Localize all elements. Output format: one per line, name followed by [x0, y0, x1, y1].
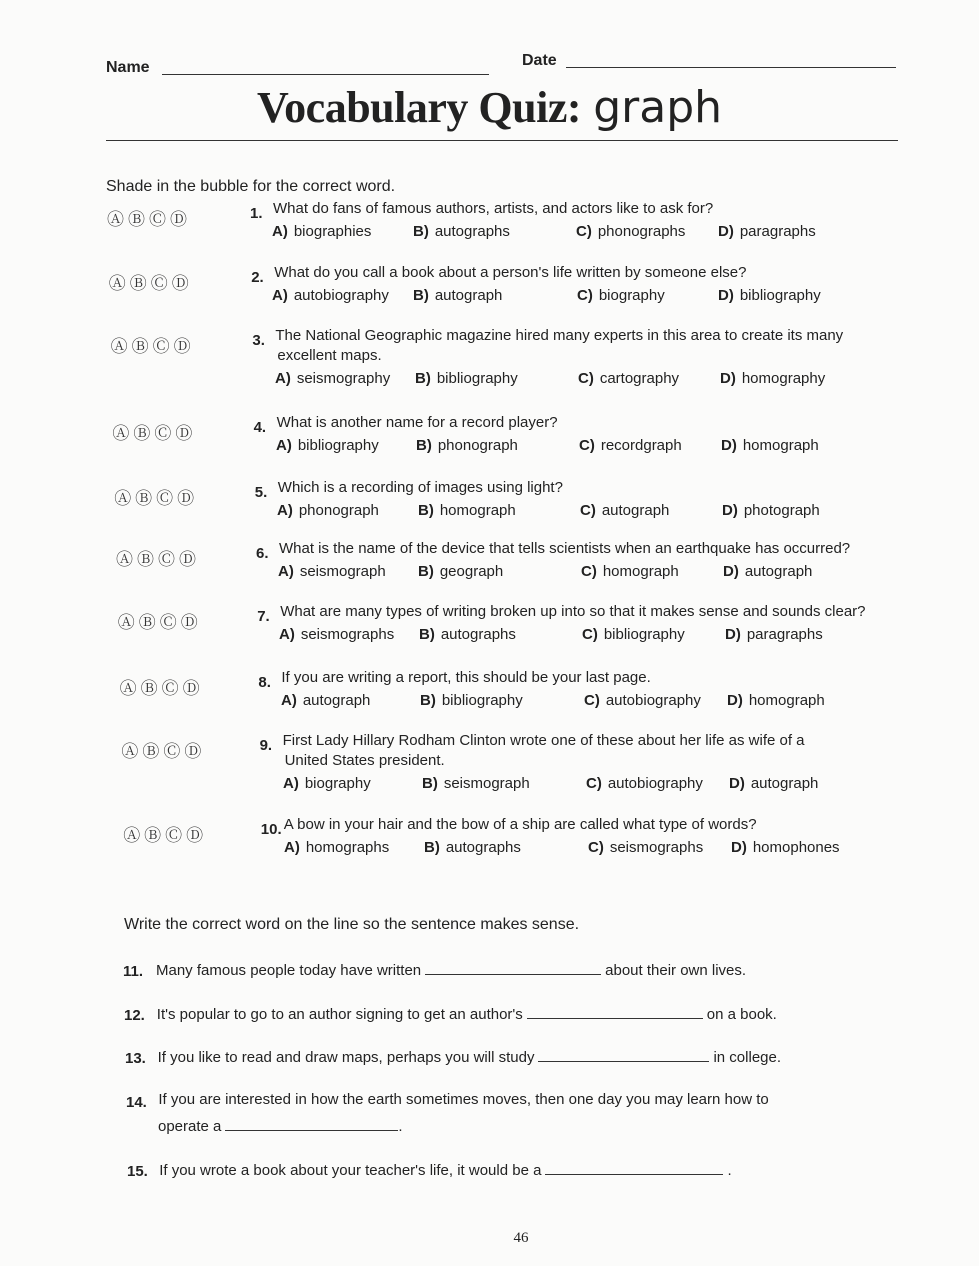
answer-option	[420, 692, 523, 709]
question-text: What are many types of writing broken up into so that it makes sense and sounds clear?	[280, 603, 866, 620]
option-letter: B)	[424, 839, 440, 856]
answer-option	[578, 370, 679, 387]
option-letter: B)	[415, 370, 431, 387]
fill-sentence	[158, 1091, 768, 1108]
option-text: autobiography	[293, 287, 389, 304]
fill-number: 13.	[125, 1050, 146, 1067]
option-text: seismograph	[443, 775, 530, 792]
option-text: phonograph	[298, 502, 379, 519]
option-text: paragraphs	[746, 626, 823, 643]
option-text: photograph	[743, 502, 820, 519]
option-text: autograph	[302, 692, 371, 709]
option-letter: C)	[579, 437, 595, 454]
mc-instructions: Shade in the bubble for the correct word.	[106, 178, 396, 195]
option-letter: A)	[279, 626, 295, 643]
answer-option	[424, 839, 521, 856]
answer-option	[278, 563, 386, 580]
option-text: cartography	[599, 370, 680, 387]
answer-option	[422, 775, 530, 792]
sentence-start: If you wrote a book about your teacher's life, it would be a	[159, 1162, 542, 1179]
option-letter: C)	[576, 223, 592, 240]
option-text: autographs	[445, 839, 521, 856]
answer-option	[718, 223, 816, 240]
answer-option	[418, 563, 503, 580]
fill-number: 14.	[126, 1094, 147, 1111]
answer-option	[272, 223, 371, 240]
fill-sentence	[157, 1004, 777, 1023]
sentence-end: .	[727, 1162, 732, 1179]
answer-bubbles[interactable]: ⒶⒷⒸⒹ	[123, 826, 208, 845]
fill-number: 12.	[124, 1007, 145, 1024]
answer-option	[419, 626, 516, 643]
answer-option	[727, 692, 825, 709]
option-letter: B)	[418, 563, 434, 580]
option-letter: C)	[586, 775, 602, 792]
fill-sentence	[156, 960, 746, 979]
option-letter: B)	[422, 775, 438, 792]
option-letter: C)	[578, 370, 594, 387]
option-letter: A)	[277, 502, 293, 519]
option-letter: D)	[725, 626, 741, 643]
option-letter: D)	[723, 563, 739, 580]
answer-option	[580, 502, 669, 519]
option-letter: D)	[721, 437, 737, 454]
option-letter: A)	[281, 692, 297, 709]
option-text: homograph	[742, 437, 819, 454]
question-number: 2.	[251, 269, 264, 286]
sentence-middle: operate a	[158, 1118, 222, 1135]
answer-option	[729, 775, 818, 792]
answer-option	[284, 839, 389, 856]
answer-option	[588, 839, 703, 856]
answer-option	[725, 626, 823, 643]
answer-blank[interactable]	[527, 1004, 703, 1019]
option-letter: A)	[272, 223, 288, 240]
question-text: United States president.	[284, 752, 445, 769]
page-title	[0, 82, 979, 133]
option-text: paragraphs	[739, 223, 816, 240]
answer-option	[721, 437, 819, 454]
answer-option	[279, 626, 394, 643]
fill-number: 11.	[123, 963, 144, 980]
option-letter: B)	[418, 502, 434, 519]
option-letter: C)	[584, 692, 600, 709]
question-number: 7.	[257, 608, 270, 625]
date-label: Date	[522, 52, 557, 69]
answer-bubbles[interactable]: ⒶⒷⒸⒹ	[107, 210, 191, 229]
option-text: recordgraph	[600, 437, 682, 454]
answer-option	[275, 370, 390, 387]
option-letter: D)	[727, 692, 743, 709]
answer-option	[581, 563, 679, 580]
fill-sentence	[159, 1160, 731, 1179]
option-text: phonographs	[597, 223, 686, 240]
name-field[interactable]	[162, 74, 489, 75]
question-text: A bow in your hair and the bow of a ship are called what type of words?	[283, 816, 757, 833]
answer-option	[413, 223, 510, 240]
option-letter: B)	[419, 626, 435, 643]
option-text: bibliography	[603, 626, 685, 643]
option-text: geograph	[439, 563, 504, 580]
answer-option	[731, 839, 840, 856]
answer-bubbles[interactable]: ⒶⒷⒸⒹ	[112, 424, 197, 443]
answer-bubbles[interactable]: ⒶⒷⒸⒹ	[110, 337, 195, 356]
option-letter: B)	[416, 437, 432, 454]
option-letter: C)	[581, 563, 597, 580]
question-text: excellent maps.	[277, 347, 382, 364]
option-text: bibliography	[739, 287, 821, 304]
answer-option	[276, 437, 379, 454]
fill-instructions: Write the correct word on the line so the sentence makes sense.	[124, 916, 580, 933]
option-letter: B)	[413, 287, 429, 304]
answer-option	[584, 692, 701, 709]
answer-bubbles[interactable]: ⒶⒷⒸⒹ	[119, 679, 204, 698]
option-text: biographies	[293, 223, 372, 240]
option-letter: A)	[284, 839, 300, 856]
option-text: bibliography	[297, 437, 379, 454]
option-text: autograph	[601, 502, 670, 519]
option-letter: A)	[278, 563, 294, 580]
answer-option	[418, 502, 516, 519]
option-text: homophones	[752, 839, 840, 856]
option-text: seismograph	[299, 563, 386, 580]
option-text: homograph	[439, 502, 516, 519]
title-word: graph	[593, 82, 723, 133]
answer-bubbles[interactable]: ⒶⒷⒸⒹ	[117, 613, 202, 632]
option-letter: A)	[276, 437, 292, 454]
answer-option	[720, 370, 825, 387]
option-letter: B)	[413, 223, 429, 240]
answer-option	[718, 287, 821, 304]
option-text: autograph	[744, 563, 813, 580]
fill-sentence	[158, 1047, 781, 1066]
option-text: biography	[304, 775, 371, 792]
sentence-start: Many famous people today have written	[156, 962, 422, 979]
option-letter: A)	[283, 775, 299, 792]
sentence-end: on a book.	[706, 1006, 777, 1023]
answer-option	[582, 626, 685, 643]
page-number: 46	[513, 1230, 529, 1246]
option-letter: D)	[720, 370, 736, 387]
option-text: bibliography	[436, 370, 518, 387]
option-text: autographs	[434, 223, 510, 240]
option-text: homograph	[748, 692, 825, 709]
answer-option	[722, 502, 820, 519]
fill-sentence-continued	[158, 1116, 403, 1135]
option-text: homographs	[305, 839, 390, 856]
question-number: 10.	[260, 821, 282, 838]
answer-option	[576, 223, 685, 240]
option-text: biography	[598, 287, 665, 304]
name-label: Name	[106, 59, 150, 76]
question-text: First Lady Hillary Rodham Clinton wrote one of these about her life as wife of a	[282, 732, 805, 749]
option-text: bibliography	[441, 692, 523, 709]
question-number: 8.	[258, 674, 271, 691]
fill-number: 15.	[127, 1163, 148, 1180]
option-text: autobiography	[607, 775, 703, 792]
option-text: homograph	[602, 563, 679, 580]
answer-option	[416, 437, 518, 454]
option-letter: B)	[420, 692, 436, 709]
option-text: seismographs	[609, 839, 704, 856]
option-letter: C)	[588, 839, 604, 856]
title-rule	[106, 140, 898, 141]
question-text: Which is a recording of images using light?	[277, 479, 563, 496]
option-text: phonograph	[437, 437, 518, 454]
answer-option	[413, 287, 502, 304]
answer-bubbles[interactable]: ⒶⒷⒸⒹ	[121, 742, 206, 761]
question-text: What is another name for a record player?	[276, 414, 558, 431]
option-letter: D)	[729, 775, 745, 792]
option-text: homography	[741, 370, 826, 387]
question-number: 1.	[250, 205, 263, 222]
option-text: autograph	[750, 775, 819, 792]
answer-bubbles[interactable]: ⒶⒷⒸⒹ	[116, 550, 200, 569]
answer-option	[283, 775, 371, 792]
answer-blank[interactable]	[225, 1116, 398, 1131]
option-text: autobiography	[605, 692, 701, 709]
question-text: The National Geographic magazine hired many experts in this area to create its many	[275, 327, 844, 344]
sentence-end: .	[398, 1118, 403, 1135]
answer-bubbles[interactable]: ⒶⒷⒸⒹ	[114, 489, 199, 508]
question-number: 9.	[259, 737, 273, 754]
question-text: What do fans of famous authors, artists, and actors like to ask for?	[273, 200, 714, 217]
question-number: 6.	[256, 545, 269, 562]
question-text: What is the name of the device that tells scientists when an earthquake has occurred?	[279, 540, 851, 557]
option-letter: C)	[582, 626, 598, 643]
option-letter: A)	[272, 287, 288, 304]
option-letter: D)	[718, 287, 734, 304]
answer-bubbles[interactable]: ⒶⒷⒸⒹ	[108, 274, 193, 293]
sentence-start: If you are interested in how the earth sometimes moves, then one day you may learn how to	[158, 1091, 769, 1108]
question-number: 4.	[253, 419, 267, 436]
answer-option	[723, 563, 812, 580]
option-text: seismography	[296, 370, 391, 387]
sentence-end: about their own lives.	[605, 962, 747, 979]
answer-blank[interactable]	[425, 960, 601, 975]
question-text: What do you call a book about a person's life written by someone else?	[274, 264, 747, 281]
date-field[interactable]	[566, 67, 896, 68]
answer-option	[415, 370, 518, 387]
title-bold: Vocabulary Quiz:	[256, 83, 581, 132]
answer-option	[281, 692, 370, 709]
answer-option	[579, 437, 682, 454]
answer-option	[277, 502, 379, 519]
answer-blank[interactable]	[538, 1047, 709, 1062]
sentence-start: If you like to read and draw maps, perhaps you will study	[157, 1049, 535, 1066]
question-number: 3.	[252, 332, 265, 349]
option-letter: D)	[731, 839, 747, 856]
option-letter: C)	[577, 287, 593, 304]
option-letter: C)	[580, 502, 596, 519]
sentence-end: in college.	[713, 1049, 782, 1066]
answer-option	[586, 775, 703, 792]
question-number: 5.	[254, 484, 268, 501]
option-letter: D)	[722, 502, 738, 519]
answer-option	[272, 287, 389, 304]
option-letter: D)	[718, 223, 734, 240]
question-text: If you are writing a report, this should be your last page.	[281, 669, 651, 686]
answer-blank[interactable]	[545, 1160, 723, 1175]
option-text: autographs	[440, 626, 516, 643]
option-text: autograph	[434, 287, 503, 304]
answer-option	[577, 287, 665, 304]
option-text: seismographs	[300, 626, 395, 643]
sentence-start: It's popular to go to an author signing to get an author's	[156, 1006, 523, 1023]
option-letter: A)	[275, 370, 291, 387]
